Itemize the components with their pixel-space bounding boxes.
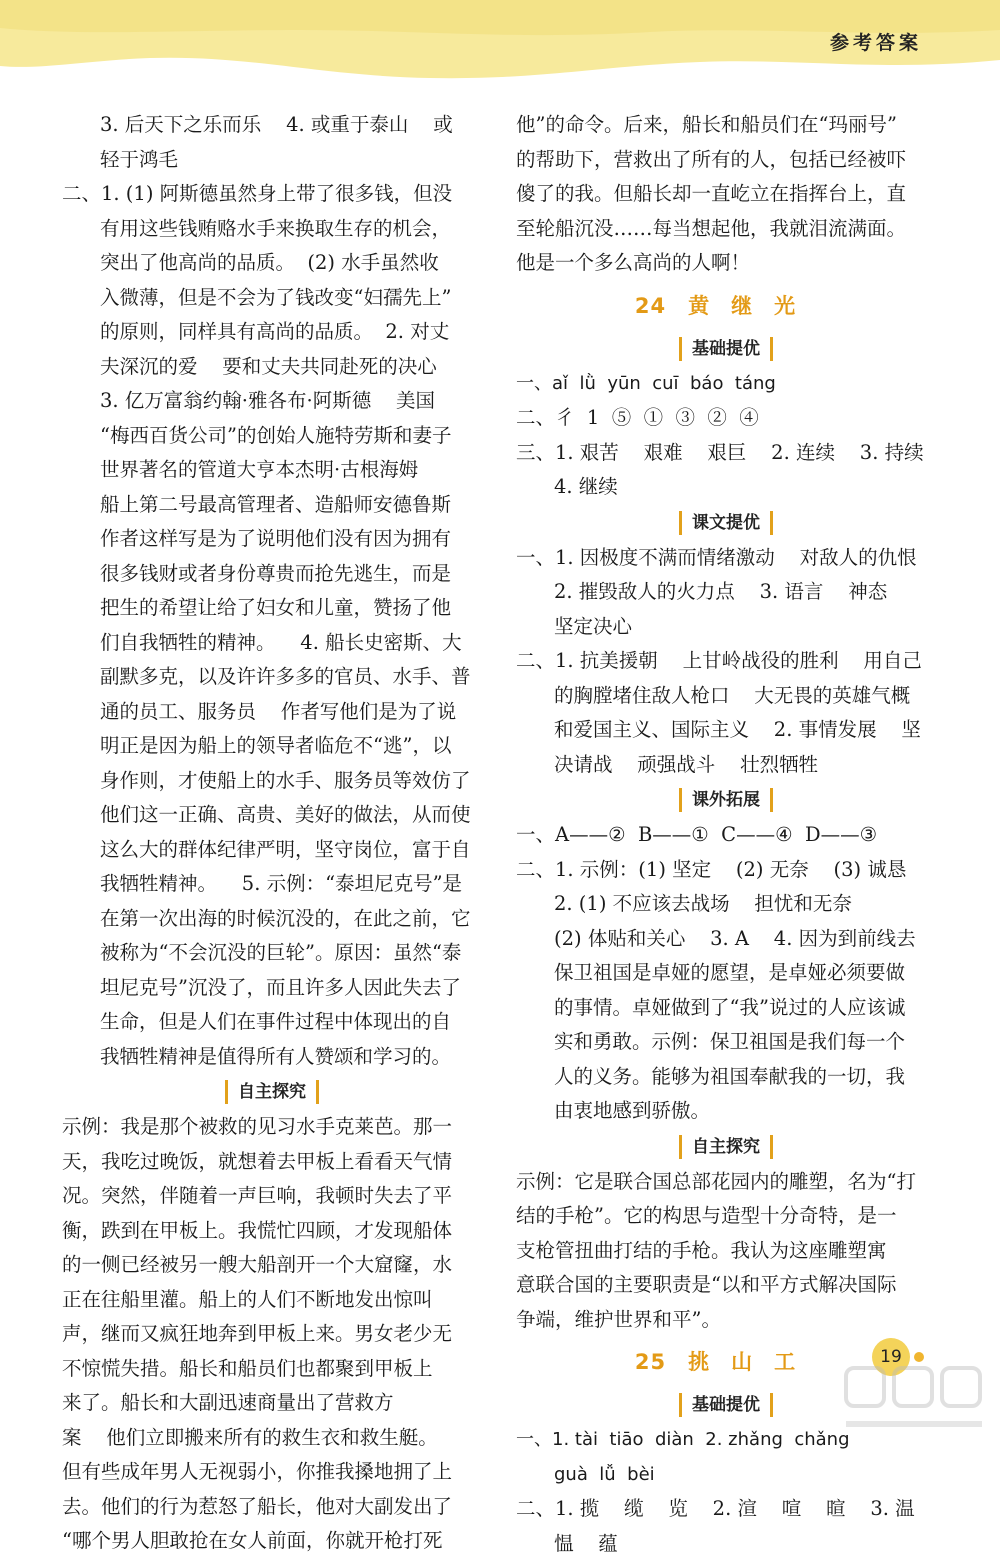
text-line: 世界著名的管道大亨本杰明·古根海姆 <box>62 453 482 488</box>
text-line: 声，继而又疯狂地奔到甲板上来。男女老少无 <box>62 1317 482 1352</box>
section-heading: 基础提优 <box>516 1387 936 1423</box>
text-line: 由衷地感到骄傲。 <box>516 1094 936 1129</box>
text-line: 通的员工、服务员 作者写他们是为了说 <box>62 695 482 730</box>
text-line: 的事情。卓娅做到了“我”说过的人应该诚 <box>516 991 936 1026</box>
text-line: 他”的命令。后来，船长和船员们在“玛丽号” <box>516 108 936 143</box>
text-line: 况。突然，伴随着一声巨响，我顿时失去了平 <box>62 1179 482 1214</box>
text-line: 保卫祖国是卓娅的愿望，是卓娅必须要做 <box>516 956 936 991</box>
text-line: 这么大的群体纪律严明，坚守岗位，富于自 <box>62 833 482 868</box>
lesson-24-title: 24 黄继光 <box>516 281 936 331</box>
text-line: 天，我吃过晚饭，就想着去甲板上看看天气情 <box>62 1145 482 1180</box>
text-line: 傻了的我。但船长却一直屹立在指挥台上，直 <box>516 177 936 212</box>
text-line: 入微薄，但是不会为了钱改变“妇孺先上” <box>62 281 482 316</box>
text-line: 的胸膛堵住敌人枪口 大无畏的英雄气概 <box>516 679 936 714</box>
text-line: 2. (1) 不应该去战场 担忧和无奈 <box>516 887 936 922</box>
header-title: 参考答案 <box>830 28 922 55</box>
right-column <box>516 108 936 1561</box>
section-heading: 自主探究 <box>516 1129 936 1165</box>
text-line: 二、彳 1 ⑤ ① ③ ② ④ <box>516 401 936 436</box>
text-line: 示例：它是联合国总部花园内的雕塑，名为“打 <box>516 1165 936 1200</box>
text-line: 身作则，才使船上的水手、服务员等效仿了 <box>62 764 482 799</box>
text-line: 衡，跌到在甲板上。我慌忙四顾，才发现船体 <box>62 1214 482 1249</box>
text-line: 有用这些钱贿赂水手来换取生存的机会， <box>62 212 482 247</box>
text-line: 4. 继续 <box>516 470 936 505</box>
section-heading: 自主探究 <box>62 1074 482 1110</box>
text-line: 案 他们立即搬来所有的救生衣和救生艇。 <box>62 1421 482 1456</box>
section-heading: 课文提优 <box>516 505 936 541</box>
text-line: 们自我牺牲的精神。 4. 船长史密斯、大 <box>62 626 482 661</box>
text-line: 决请战 顽强战斗 壮烈牺牲 <box>516 748 936 783</box>
watermark-logo <box>842 1362 992 1442</box>
text-line: “梅西百货公司”的创始人施特劳斯和妻子 <box>62 419 482 454</box>
text-line: 正在往船里灌。船上的人们不断地发出惊叫 <box>62 1283 482 1318</box>
text-line: 的帮助下，营救出了所有的人，包括已经被吓 <box>516 143 936 178</box>
text-line: (2) 体贴和关心 3. A 4. 因为到前线去 <box>516 922 936 957</box>
text-line: 我牺牲精神是值得所有人赞颂和学习的。 <box>62 1040 482 1075</box>
text-line: 一、1. tài tiāo diàn 2. zhǎng chǎng <box>516 1423 936 1458</box>
text-line: 生命，但是人们在事件过程中体现出的自 <box>62 1005 482 1040</box>
text-line: 把生的希望让给了妇女和儿童，赞扬了他 <box>62 591 482 626</box>
text-line: 支枪管扭曲打结的手枪。我认为这座雕塑寓 <box>516 1234 936 1269</box>
text-line: 被称为“不会沉没的巨轮”。原因：虽然“泰 <box>62 936 482 971</box>
text-line: 二、1. 揽 缆 览 2. 渲 喧 暄 3. 温 <box>516 1492 936 1527</box>
left-column <box>62 108 482 1559</box>
text-line: 争端，维护世界和平”。 <box>516 1303 936 1338</box>
text-line: 他们这一正确、高贵、美好的做法，从而使 <box>62 798 482 833</box>
text-line: 船上第二号最高管理者、造船师安德鲁斯 <box>62 488 482 523</box>
text-line: 但有些成年男人无视弱小，你推我搡地拥了上 <box>62 1455 482 1490</box>
section-heading: 课外拓展 <box>516 782 936 818</box>
text-line: 一、A——② B——① C——④ D——③ <box>516 818 936 853</box>
text-line: 坚定决心 <box>516 610 936 645</box>
text-line: 二、1. 抗美援朝 上甘岭战役的胜利 用自己 <box>516 644 936 679</box>
text-line: 愠 蕴 <box>516 1527 936 1561</box>
text-line: 三、1. 艰苦 艰难 艰巨 2. 连续 3. 持续 <box>516 436 936 471</box>
text-line: 我牺牲精神。 5. 示例：“泰坦尼克号”是 <box>62 867 482 902</box>
section-heading: 基础提优 <box>516 331 936 367</box>
text-line: 人的义务。能够为祖国奉献我的一切，我 <box>516 1060 936 1095</box>
text-line: guà lǚ bèi <box>516 1458 936 1493</box>
text-line: 坦尼克号”沉没了，而且许多人因此失去了 <box>62 971 482 1006</box>
text-line: 3. 后天下之乐而乐 4. 或重于泰山 或 <box>62 108 482 143</box>
text-line: 去。他们的行为惹怒了船长，他对大副发出了 <box>62 1490 482 1525</box>
text-line: 示例：我是那个被救的见习水手克莱芭。那一 <box>62 1110 482 1145</box>
text-line: 副默多克，以及许许多多的官员、水手、普 <box>62 660 482 695</box>
text-line: 不惊慌失措。船长和船员们也都聚到甲板上 <box>62 1352 482 1387</box>
text-line: 来了。船长和大副迅速商量出了营救方 <box>62 1386 482 1421</box>
text-line: 的原则，同样具有高尚的品质。 2. 对丈 <box>62 315 482 350</box>
text-line: 夫深沉的爱 要和丈夫共同赴死的决心 <box>62 350 482 385</box>
page-number: 19 <box>872 1338 910 1376</box>
lesson-25-title: 25 挑山工 <box>516 1337 936 1387</box>
text-line: 在第一次出海的时候沉没的，在此之前，它 <box>62 902 482 937</box>
text-line: 2. 摧毁敌人的火力点 3. 语言 神态 <box>516 575 936 610</box>
text-line: 意联合国的主要职责是“以和平方式解决国际 <box>516 1268 936 1303</box>
text-line: 3. 亿万富翁约翰·雅各布·阿斯德 美国 <box>62 384 482 419</box>
text-line: 突出了他高尚的品质。 (2) 水手虽然收 <box>62 246 482 281</box>
text-line: 实和勇敢。示例：保卫祖国是我们每一个 <box>516 1025 936 1060</box>
text-line: 和爱国主义、国际主义 2. 事情发展 坚 <box>516 713 936 748</box>
text-line: “哪个男人胆敢抢在女人前面，你就开枪打死 <box>62 1524 482 1559</box>
text-line: 明正是因为船上的领导者临危不“逃”，以 <box>62 729 482 764</box>
text-line: 一、aǐ lǜ yūn cuī báo táng <box>516 367 936 402</box>
text-line: 至轮船沉没……每当想起他，我就泪流满面。 <box>516 212 936 247</box>
text-line: 一、1. 因极度不满而情绪激动 对敌人的仇恨 <box>516 541 936 576</box>
text-line: 轻于鸿毛 <box>62 143 482 178</box>
text-line: 的一侧已经被另一艘大船剖开一个大窟窿，水 <box>62 1248 482 1283</box>
decorative-dot <box>914 1352 924 1362</box>
text-line: 作者这样写是为了说明他们没有因为拥有 <box>62 522 482 557</box>
text-line: 结的手枪”。它的构思与造型十分奇特，是一 <box>516 1199 936 1234</box>
text-line: 很多钱财或者身份尊贵而抢先逃生，而是 <box>62 557 482 592</box>
text-line: 二、1. 示例：(1) 坚定 (2) 无奈 (3) 诚恳 <box>516 853 936 888</box>
text-line: 二、1. (1) 阿斯德虽然身上带了很多钱，但没 <box>62 177 482 212</box>
text-line: 他是一个多么高尚的人啊！ <box>516 246 936 281</box>
